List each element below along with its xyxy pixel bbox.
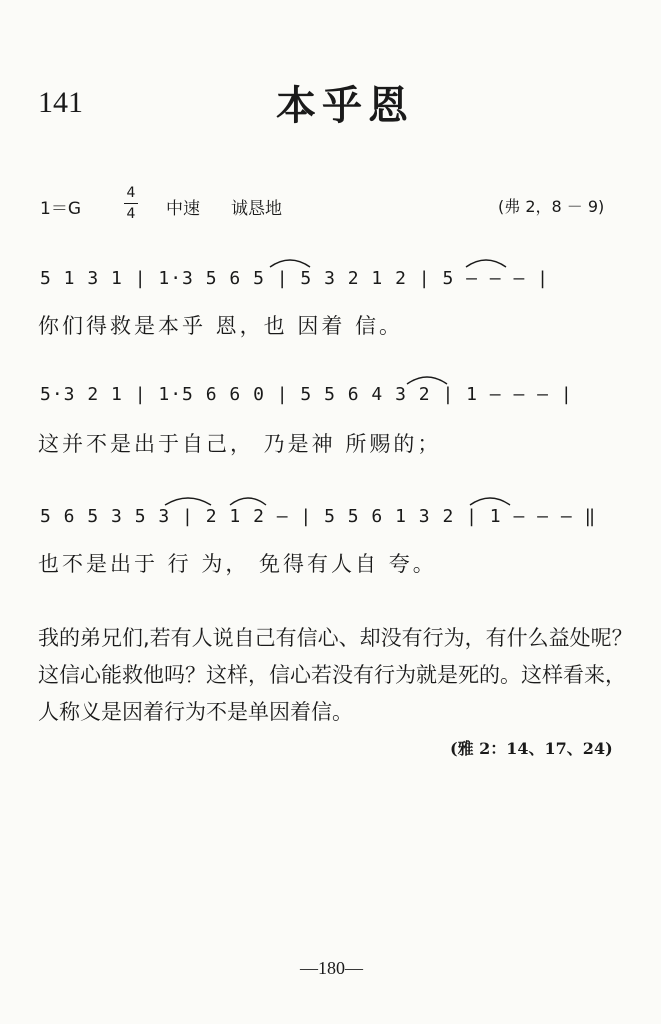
time-signature-top: 4 <box>126 185 136 201</box>
lyrics-line-2: 这并不是出于自己， 乃是神 所赐的； <box>38 432 442 456</box>
notation-line-2: 5·3 2 1 | 1·5 6 6 0 | 5 5 6 4 3 2 | 1 – – – | <box>40 384 573 405</box>
verse-citation: (雅 2：14、17、24) <box>450 739 613 758</box>
slur-mark <box>464 255 508 269</box>
tempo-marking: 中速 <box>166 199 200 219</box>
time-signature-divider <box>124 203 138 204</box>
notation-line-1: 5 1 3 1 | 1·3 5 6 5 | 5 3 2 1 2 | 5 – – – | <box>40 268 549 289</box>
slur-mark <box>228 493 268 507</box>
scripture-verse: 我的弟兄们,若有人说自己有信心、却没有行为，有什么益处呢？这信心能救他吗？这样，信心若没有行为就是死的。这样看来，人称义是因着行为不是单因着信。 <box>38 626 633 724</box>
time-signature-bottom: 4 <box>126 206 136 222</box>
slur-mark <box>468 493 512 507</box>
hymn-title: 本乎恩 <box>276 83 414 129</box>
key-signature: 1＝G <box>40 199 81 219</box>
notation-line-3: 5 6 5 3 5 3 | 2 1 2 – | 5 5 6 1 3 2 | 1 – – – ‖ <box>40 506 597 527</box>
lyrics-line-3: 也不是出于 行 为， 免得有人自 夸。 <box>38 552 437 576</box>
hymn-number: 141 <box>38 86 83 119</box>
scripture-reference: (弗 2，8 － 9) <box>498 197 605 216</box>
slur-mark <box>268 255 312 269</box>
expression-marking: 诚恳地 <box>231 199 282 219</box>
page-number: —180— <box>300 958 363 978</box>
slur-mark <box>163 493 213 507</box>
lyrics-line-1: 你们得救是本乎 恩，也 因着 信。 <box>38 314 404 338</box>
